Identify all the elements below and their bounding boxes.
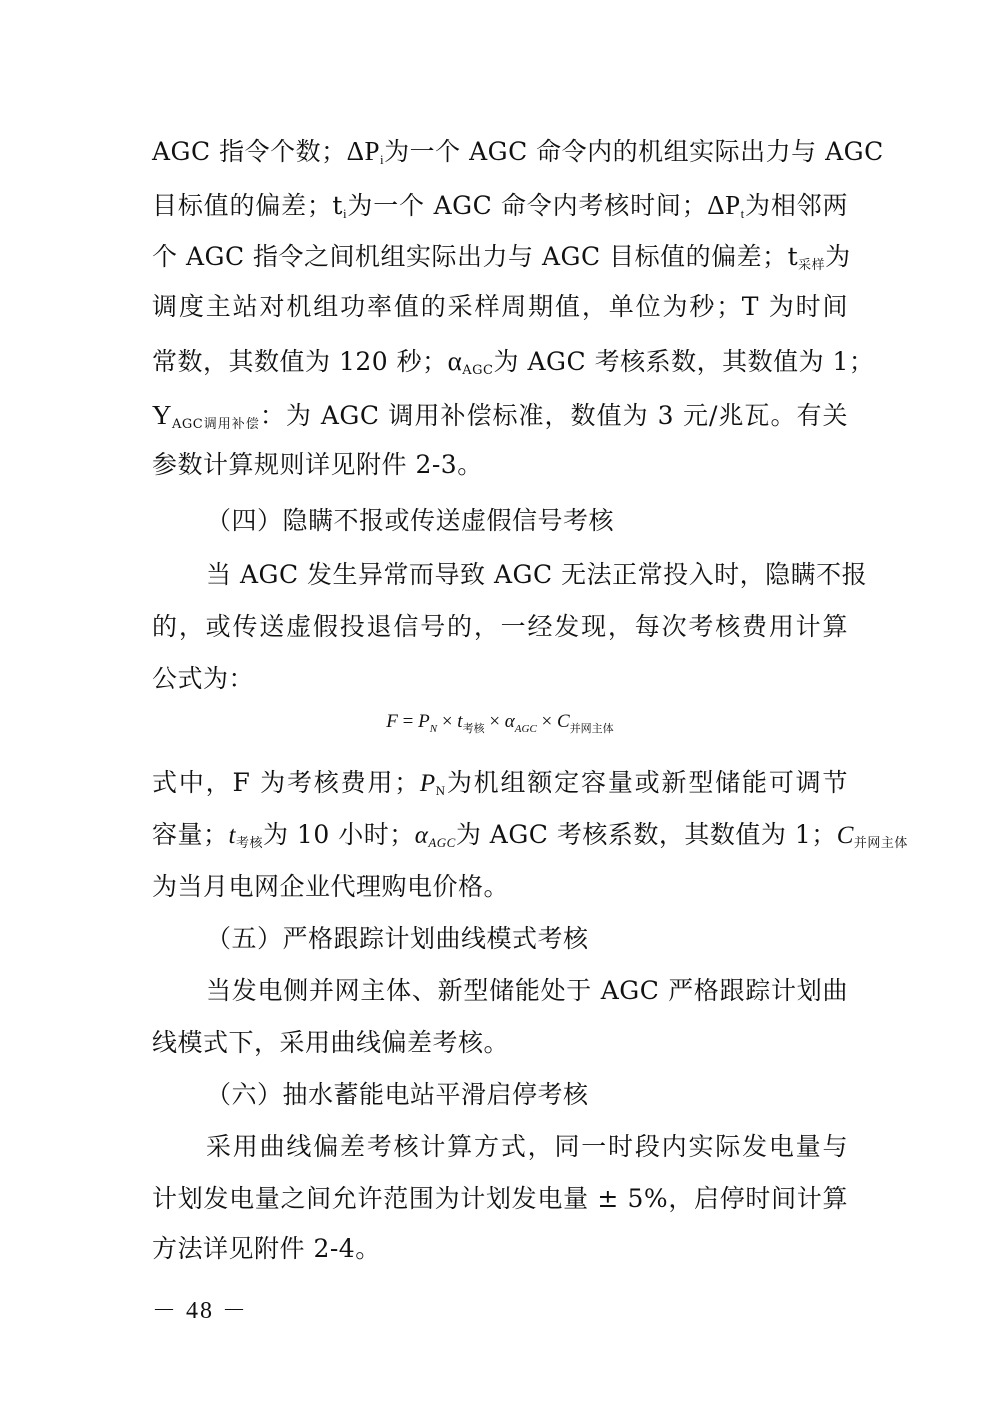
text-span: 常数，其数值为 120 秒； <box>152 347 448 376</box>
subscript: AGC <box>428 835 456 850</box>
text-line: 计划发电量之间允许范围为计划发电量 ± 5%，启停时间计算 <box>152 1184 848 1213</box>
subscript: i <box>342 206 348 221</box>
text-line: 当发电侧并网主体、新型储能处于 AGC 严格跟踪计划曲 <box>206 976 848 1005</box>
text-span: 为 <box>825 242 851 271</box>
formula-f: F <box>386 711 398 732</box>
text-span: 为 10 小时； <box>262 820 415 849</box>
text-line <box>152 808 908 862</box>
formula-equals: = <box>397 711 419 732</box>
text-line <box>152 756 848 810</box>
formula <box>0 702 1000 742</box>
subscript: i <box>380 152 385 167</box>
text-line: 调度主站对机组功率值的采样周期值，单位为秒；T 为时间 <box>152 292 848 321</box>
text-span: 为机组额定容量或新型储能可调节 <box>445 768 848 797</box>
text-line: 公式为： <box>152 664 255 693</box>
delta-p-symbol: ΔP <box>346 136 380 166</box>
formula-c: C <box>557 711 570 732</box>
subscript: 考核 <box>235 836 263 851</box>
alpha-symbol: α <box>414 822 429 849</box>
subscript: 并网主体 <box>853 836 908 851</box>
alpha-symbol: α <box>447 346 463 376</box>
page-number: － 48 － <box>152 1298 248 1324</box>
section-heading-6: （六）抽水蓄能电站平滑启停考核 <box>206 1080 589 1109</box>
text-line <box>152 388 848 442</box>
text-span: 为相邻两 <box>744 191 848 220</box>
text-span: 为 AGC 考核系数，其数值为 1； <box>493 347 875 376</box>
section-heading-4: （四）隐瞒不报或传送虚假信号考核 <box>206 506 615 535</box>
p-symbol: P <box>419 770 436 797</box>
text-span: 个 AGC 指令之间机组实际出力与 AGC 目标值的偏差；t <box>152 242 799 271</box>
text-line <box>152 230 851 284</box>
formula-times: × <box>536 711 557 732</box>
c-symbol: C <box>836 822 854 849</box>
formula-subscript: N <box>429 722 438 735</box>
text-line: 当 AGC 发生异常而导致 AGC 无法正常投入时，隐瞒不报 <box>206 560 868 589</box>
section-heading-5: （五）严格跟踪计划曲线模式考核 <box>206 924 589 953</box>
text-span: 为 AGC 考核系数，其数值为 1； <box>455 820 837 849</box>
text-line: 线模式下，采用曲线偏差考核。 <box>152 1028 510 1057</box>
text-span: ：为 AGC 调用补偿标准，数值为 3 元/兆瓦。有关 <box>259 401 848 430</box>
subscript: 采样 <box>798 258 826 273</box>
text-line <box>152 178 848 232</box>
subscript: AGC调用补偿 <box>172 417 260 432</box>
formula-times: × <box>437 711 458 732</box>
formula-subscript: 考核 <box>462 722 485 735</box>
y-symbol: Y <box>152 400 172 430</box>
text-span: 容量； <box>152 820 229 849</box>
formula-p: P <box>418 711 430 732</box>
text-span: AGC 指令个数； <box>152 137 347 166</box>
subscript: t <box>740 206 745 221</box>
text-line: 参数计算规则详见附件 2-3。 <box>152 450 483 479</box>
text-span: 为一个 AGC 命令内考核时间； <box>347 191 708 220</box>
formula-subscript: AGC <box>514 722 537 735</box>
formula-alpha: α <box>504 711 515 732</box>
delta-p-symbol: ΔP <box>707 190 741 220</box>
text-span: 式中，F 为考核费用； <box>152 768 420 797</box>
text-line <box>152 124 884 178</box>
t-symbol: t <box>228 822 236 849</box>
text-span: 为一个 AGC 命令内的机组实际出力与 AGC <box>384 137 884 166</box>
text-line: 采用曲线偏差考核计算方式，同一时段内实际发电量与 <box>206 1132 848 1161</box>
text-line: 的，或传送虚假投退信号的，一经发现，每次考核费用计算 <box>152 612 848 641</box>
text-line: 方法详见附件 2-4。 <box>152 1234 381 1263</box>
text-line: 为当月电网企业代理购电价格。 <box>152 872 510 901</box>
formula-subscript: 并网主体 <box>569 722 614 735</box>
text-span: 目标值的偏差；t <box>152 191 343 220</box>
formula-times: × <box>484 711 505 732</box>
subscript: AGC <box>462 363 494 378</box>
formula-t: t <box>457 711 463 732</box>
text-line <box>152 334 875 388</box>
subscript: N <box>435 783 446 798</box>
